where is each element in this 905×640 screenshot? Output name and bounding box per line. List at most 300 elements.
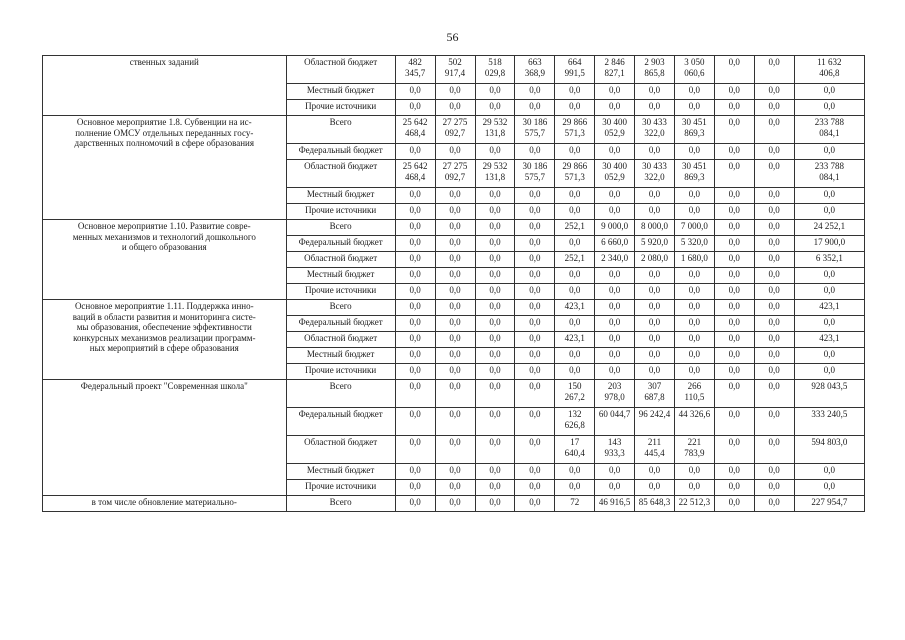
year-value: 0,0: [555, 348, 595, 364]
measure-name: Основное мероприятие 1.11. Поддержка инно- ваций в области развития и мониторинга систе- мы образования, обеспечение эффективности конкурсных механизмов реализации программ- ных мероприятий в сфере образования: [43, 300, 287, 380]
year-value: 0,0: [475, 348, 515, 364]
year-value: 0,0: [515, 284, 555, 300]
year-value: 0,0: [595, 364, 635, 380]
year-value: 0,0: [435, 268, 475, 284]
year-value: 0,0: [395, 364, 435, 380]
year-value: 0,0: [635, 204, 675, 220]
measure-name: Основное мероприятие 1.8. Субвенции на ис- полнение ОМСУ отдельных переданных госу- дарственных полномочий в сфере образования: [43, 116, 287, 220]
year-value: 0,0: [754, 100, 794, 116]
year-value: 0,0: [515, 252, 555, 268]
year-value: 0,0: [635, 84, 675, 100]
year-value: 0,0: [714, 204, 754, 220]
year-value: 0,0: [754, 284, 794, 300]
year-value: 0,0: [435, 464, 475, 480]
year-value: 0,0: [754, 252, 794, 268]
year-value: 0,0: [714, 316, 754, 332]
year-value: 482 345,7: [395, 56, 435, 84]
year-value: 0,0: [395, 480, 435, 496]
year-value: 30 400 052,9: [595, 160, 635, 188]
year-value: 0,0: [754, 56, 794, 84]
measure-name: ственных заданий: [43, 56, 287, 116]
total-value: 0,0: [794, 268, 864, 284]
year-value: 0,0: [754, 408, 794, 436]
year-value: 0,0: [435, 364, 475, 380]
year-value: 0,0: [395, 332, 435, 348]
measure-name: в том числе обновление материально-: [43, 496, 287, 512]
year-value: 0,0: [754, 116, 794, 144]
year-value: 0,0: [395, 144, 435, 160]
year-value: 0,0: [475, 464, 515, 480]
year-value: 0,0: [435, 348, 475, 364]
year-value: 0,0: [754, 364, 794, 380]
year-value: 663 368,9: [515, 56, 555, 84]
year-value: 0,0: [395, 496, 435, 512]
year-value: 0,0: [395, 284, 435, 300]
total-value: 0,0: [794, 84, 864, 100]
year-value: 0,0: [435, 316, 475, 332]
funding-source: Федеральный бюджет: [286, 144, 395, 160]
year-value: 0,0: [475, 188, 515, 204]
year-value: 0,0: [635, 464, 675, 480]
year-value: 0,0: [595, 188, 635, 204]
year-value: 0,0: [515, 300, 555, 316]
year-value: 0,0: [674, 364, 714, 380]
total-value: 423,1: [794, 300, 864, 316]
funding-source: Прочие источники: [286, 364, 395, 380]
year-value: 96 242,4: [635, 408, 675, 436]
year-value: 0,0: [555, 364, 595, 380]
year-value: 0,0: [475, 236, 515, 252]
year-value: 0,0: [674, 348, 714, 364]
funding-source: Федеральный бюджет: [286, 408, 395, 436]
year-value: 0,0: [475, 408, 515, 436]
year-value: 0,0: [595, 316, 635, 332]
funding-source: Местный бюджет: [286, 188, 395, 204]
year-value: 0,0: [555, 204, 595, 220]
year-value: 0,0: [595, 284, 635, 300]
year-value: 0,0: [754, 160, 794, 188]
year-value: 0,0: [595, 204, 635, 220]
funding-source: Местный бюджет: [286, 464, 395, 480]
year-value: 211 445,4: [635, 436, 675, 464]
year-value: 0,0: [714, 84, 754, 100]
year-value: 0,0: [395, 204, 435, 220]
year-value: 0,0: [714, 268, 754, 284]
year-value: 0,0: [674, 84, 714, 100]
year-value: 0,0: [475, 316, 515, 332]
total-value: 227 954,7: [794, 496, 864, 512]
table-row: [43, 300, 865, 316]
year-value: 664 991,5: [555, 56, 595, 84]
year-value: 0,0: [475, 480, 515, 496]
year-value: 0,0: [395, 100, 435, 116]
year-value: 0,0: [674, 300, 714, 316]
year-value: 0,0: [395, 380, 435, 408]
year-value: 0,0: [395, 464, 435, 480]
year-value: 27 275 092,7: [435, 116, 475, 144]
year-value: 0,0: [635, 300, 675, 316]
year-value: 0,0: [435, 252, 475, 268]
year-value: 0,0: [435, 144, 475, 160]
year-value: 0,0: [395, 300, 435, 316]
year-value: 0,0: [635, 316, 675, 332]
year-value: 0,0: [395, 316, 435, 332]
year-value: 0,0: [435, 236, 475, 252]
year-value: 0,0: [395, 408, 435, 436]
year-value: 0,0: [674, 268, 714, 284]
year-value: 0,0: [475, 496, 515, 512]
year-value: 0,0: [395, 348, 435, 364]
year-value: 0,0: [475, 380, 515, 408]
year-value: 0,0: [515, 268, 555, 284]
year-value: 0,0: [555, 188, 595, 204]
total-value: 0,0: [794, 284, 864, 300]
total-value: 0,0: [794, 480, 864, 496]
year-value: 0,0: [515, 480, 555, 496]
year-value: 0,0: [475, 252, 515, 268]
year-value: 5 320,0: [674, 236, 714, 252]
year-value: 0,0: [635, 100, 675, 116]
year-value: 25 642 468,4: [395, 160, 435, 188]
year-value: 0,0: [435, 480, 475, 496]
year-value: 0,0: [754, 316, 794, 332]
year-value: 0,0: [754, 188, 794, 204]
year-value: 0,0: [515, 204, 555, 220]
year-value: 1 680,0: [674, 252, 714, 268]
year-value: 0,0: [475, 204, 515, 220]
year-value: 0,0: [714, 348, 754, 364]
year-value: 0,0: [555, 100, 595, 116]
measure-name: Основное мероприятие 1.10. Развитие совре- менных механизмов и технологий дошкольного и общего образования: [43, 220, 287, 300]
year-value: 0,0: [515, 144, 555, 160]
year-value: 0,0: [435, 436, 475, 464]
year-value: 0,0: [515, 236, 555, 252]
year-value: 0,0: [714, 144, 754, 160]
year-value: 29 532 131,8: [475, 116, 515, 144]
year-value: 0,0: [754, 348, 794, 364]
year-value: 0,0: [754, 84, 794, 100]
year-value: 0,0: [515, 316, 555, 332]
year-value: 0,0: [754, 480, 794, 496]
year-value: 0,0: [714, 220, 754, 236]
year-value: 0,0: [435, 284, 475, 300]
year-value: 0,0: [475, 144, 515, 160]
total-value: 333 240,5: [794, 408, 864, 436]
year-value: 0,0: [714, 188, 754, 204]
year-value: 7 000,0: [674, 220, 714, 236]
year-value: 2 340,0: [595, 252, 635, 268]
year-value: 0,0: [714, 56, 754, 84]
total-value: 11 632 406,8: [794, 56, 864, 84]
year-value: 0,0: [515, 496, 555, 512]
year-value: 132 626,8: [555, 408, 595, 436]
year-value: 0,0: [674, 284, 714, 300]
year-value: 30 400 052,9: [595, 116, 635, 144]
year-value: 143 933,3: [595, 436, 635, 464]
year-value: 0,0: [754, 144, 794, 160]
funding-source: Местный бюджет: [286, 348, 395, 364]
year-value: 307 687,8: [635, 380, 675, 408]
year-value: 0,0: [754, 236, 794, 252]
table-row: [43, 56, 865, 84]
funding-source: Областной бюджет: [286, 252, 395, 268]
year-value: 0,0: [395, 236, 435, 252]
year-value: 0,0: [674, 332, 714, 348]
year-value: 0,0: [395, 268, 435, 284]
total-value: 0,0: [794, 144, 864, 160]
table-row: [43, 380, 865, 408]
funding-source: Всего: [286, 380, 395, 408]
table-row: [43, 116, 865, 144]
table-row: [43, 220, 865, 236]
year-value: 30 433 322,0: [635, 116, 675, 144]
year-value: 0,0: [515, 84, 555, 100]
year-value: 0,0: [395, 436, 435, 464]
year-value: 0,0: [674, 144, 714, 160]
year-value: 0,0: [714, 160, 754, 188]
year-value: 46 916,5: [595, 496, 635, 512]
table-row: [43, 496, 865, 512]
year-value: 22 512,3: [674, 496, 714, 512]
total-value: 0,0: [794, 464, 864, 480]
year-value: 2 846 827,1: [595, 56, 635, 84]
year-value: 0,0: [475, 300, 515, 316]
year-value: 423,1: [555, 300, 595, 316]
year-value: 0,0: [435, 84, 475, 100]
year-value: 0,0: [674, 188, 714, 204]
year-value: 0,0: [714, 408, 754, 436]
year-value: 0,0: [714, 436, 754, 464]
year-value: 0,0: [475, 284, 515, 300]
funding-source: Прочие источники: [286, 284, 395, 300]
year-value: 0,0: [674, 464, 714, 480]
year-value: 0,0: [754, 380, 794, 408]
funding-source: Областной бюджет: [286, 332, 395, 348]
year-value: 0,0: [395, 252, 435, 268]
year-value: 0,0: [674, 316, 714, 332]
measure-name: Федеральный проект "Современная школа": [43, 380, 287, 496]
year-value: 85 648,3: [635, 496, 675, 512]
funding-source: Областной бюджет: [286, 436, 395, 464]
year-value: 0,0: [435, 380, 475, 408]
year-value: 0,0: [714, 284, 754, 300]
year-value: 6 660,0: [595, 236, 635, 252]
year-value: 0,0: [714, 464, 754, 480]
total-value: 928 043,5: [794, 380, 864, 408]
year-value: 0,0: [515, 332, 555, 348]
year-value: 0,0: [674, 480, 714, 496]
total-value: 0,0: [794, 316, 864, 332]
year-value: 0,0: [595, 332, 635, 348]
year-value: 0,0: [395, 220, 435, 236]
year-value: 0,0: [395, 188, 435, 204]
total-value: 0,0: [794, 348, 864, 364]
total-value: 0,0: [794, 100, 864, 116]
year-value: 0,0: [714, 252, 754, 268]
year-value: 0,0: [515, 100, 555, 116]
year-value: 0,0: [635, 348, 675, 364]
year-value: 221 783,9: [674, 436, 714, 464]
year-value: 0,0: [555, 268, 595, 284]
year-value: 0,0: [475, 364, 515, 380]
year-value: 44 326,6: [674, 408, 714, 436]
year-value: 0,0: [635, 332, 675, 348]
funding-source: Федеральный бюджет: [286, 236, 395, 252]
year-value: 266 110,5: [674, 380, 714, 408]
year-value: 0,0: [635, 268, 675, 284]
total-value: 0,0: [794, 204, 864, 220]
year-value: 0,0: [714, 480, 754, 496]
year-value: 0,0: [515, 348, 555, 364]
total-value: 6 352,1: [794, 252, 864, 268]
year-value: 0,0: [595, 348, 635, 364]
year-value: 0,0: [555, 464, 595, 480]
page-number: 56: [446, 30, 459, 44]
year-value: 2 903 865,8: [635, 56, 675, 84]
total-value: 0,0: [794, 188, 864, 204]
year-value: 0,0: [595, 268, 635, 284]
year-value: 0,0: [595, 300, 635, 316]
year-value: 0,0: [595, 464, 635, 480]
year-value: 5 920,0: [635, 236, 675, 252]
year-value: 0,0: [754, 436, 794, 464]
year-value: 0,0: [635, 188, 675, 204]
funding-source: Прочие источники: [286, 100, 395, 116]
year-value: 9 000,0: [595, 220, 635, 236]
year-value: 0,0: [515, 220, 555, 236]
year-value: 0,0: [555, 144, 595, 160]
year-value: 0,0: [395, 84, 435, 100]
funding-source: Всего: [286, 300, 395, 316]
year-value: 30 451 869,3: [674, 160, 714, 188]
year-value: 17 640,4: [555, 436, 595, 464]
year-value: 30 451 869,3: [674, 116, 714, 144]
year-value: 518 029,8: [475, 56, 515, 84]
year-value: 0,0: [754, 220, 794, 236]
year-value: 30 186 575,7: [515, 160, 555, 188]
year-value: 0,0: [435, 496, 475, 512]
year-value: 60 044,7: [595, 408, 635, 436]
year-value: 29 866 571,3: [555, 160, 595, 188]
year-value: 0,0: [475, 436, 515, 464]
total-value: 17 900,0: [794, 236, 864, 252]
year-value: 2 080,0: [635, 252, 675, 268]
year-value: 0,0: [475, 220, 515, 236]
year-value: 423,1: [555, 332, 595, 348]
year-value: 0,0: [635, 144, 675, 160]
year-value: 0,0: [435, 300, 475, 316]
year-value: 0,0: [754, 496, 794, 512]
year-value: 0,0: [475, 100, 515, 116]
year-value: 0,0: [515, 364, 555, 380]
year-value: 203 978,0: [595, 380, 635, 408]
year-value: 72: [555, 496, 595, 512]
year-value: 0,0: [754, 204, 794, 220]
year-value: 0,0: [475, 84, 515, 100]
total-value: 233 788 084,1: [794, 116, 864, 144]
year-value: 0,0: [435, 220, 475, 236]
year-value: 252,1: [555, 252, 595, 268]
year-value: 0,0: [515, 408, 555, 436]
year-value: 0,0: [754, 464, 794, 480]
year-value: 3 050 060,6: [674, 56, 714, 84]
year-value: 0,0: [515, 436, 555, 464]
year-value: 0,0: [515, 188, 555, 204]
total-value: 423,1: [794, 332, 864, 348]
total-value: 24 252,1: [794, 220, 864, 236]
year-value: 0,0: [714, 380, 754, 408]
year-value: 0,0: [515, 464, 555, 480]
year-value: 0,0: [635, 480, 675, 496]
year-value: 0,0: [714, 300, 754, 316]
year-value: 0,0: [475, 332, 515, 348]
total-value: 0,0: [794, 364, 864, 380]
year-value: 0,0: [595, 84, 635, 100]
year-value: 0,0: [754, 268, 794, 284]
funding-source: Прочие источники: [286, 204, 395, 220]
year-value: 0,0: [674, 204, 714, 220]
year-value: 30 433 322,0: [635, 160, 675, 188]
year-value: 502 917,4: [435, 56, 475, 84]
year-value: 27 275 092,7: [435, 160, 475, 188]
year-value: 30 186 575,7: [515, 116, 555, 144]
year-value: 0,0: [714, 116, 754, 144]
funding-source: Областной бюджет: [286, 160, 395, 188]
year-value: 0,0: [435, 188, 475, 204]
year-value: 0,0: [595, 100, 635, 116]
funding-source: Всего: [286, 496, 395, 512]
year-value: 252,1: [555, 220, 595, 236]
year-value: 8 000,0: [635, 220, 675, 236]
funding-source: Местный бюджет: [286, 84, 395, 100]
total-value: 233 788 084,1: [794, 160, 864, 188]
year-value: 0,0: [475, 268, 515, 284]
year-value: 0,0: [435, 100, 475, 116]
funding-source: Областной бюджет: [286, 56, 395, 84]
year-value: 0,0: [714, 364, 754, 380]
funding-source: Всего: [286, 116, 395, 144]
funding-source: Федеральный бюджет: [286, 316, 395, 332]
year-value: 0,0: [435, 204, 475, 220]
year-value: 0,0: [714, 100, 754, 116]
year-value: 0,0: [714, 236, 754, 252]
year-value: 0,0: [674, 100, 714, 116]
funding-source: Местный бюджет: [286, 268, 395, 284]
year-value: 150 267,2: [555, 380, 595, 408]
year-value: 0,0: [435, 332, 475, 348]
year-value: 0,0: [555, 316, 595, 332]
total-value: 594 803,0: [794, 436, 864, 464]
year-value: 0,0: [555, 84, 595, 100]
year-value: 0,0: [635, 284, 675, 300]
year-value: 0,0: [635, 364, 675, 380]
year-value: 0,0: [555, 284, 595, 300]
year-value: 0,0: [435, 408, 475, 436]
year-value: 0,0: [555, 236, 595, 252]
funding-source: Прочие источники: [286, 480, 395, 496]
year-value: 25 642 468,4: [395, 116, 435, 144]
year-value: 29 866 571,3: [555, 116, 595, 144]
budget-table: [42, 55, 865, 512]
year-value: 0,0: [714, 332, 754, 348]
year-value: 0,0: [754, 332, 794, 348]
funding-source: Всего: [286, 220, 395, 236]
year-value: 29 532 131,8: [475, 160, 515, 188]
year-value: 0,0: [595, 144, 635, 160]
year-value: 0,0: [714, 496, 754, 512]
year-value: 0,0: [515, 380, 555, 408]
year-value: 0,0: [555, 480, 595, 496]
